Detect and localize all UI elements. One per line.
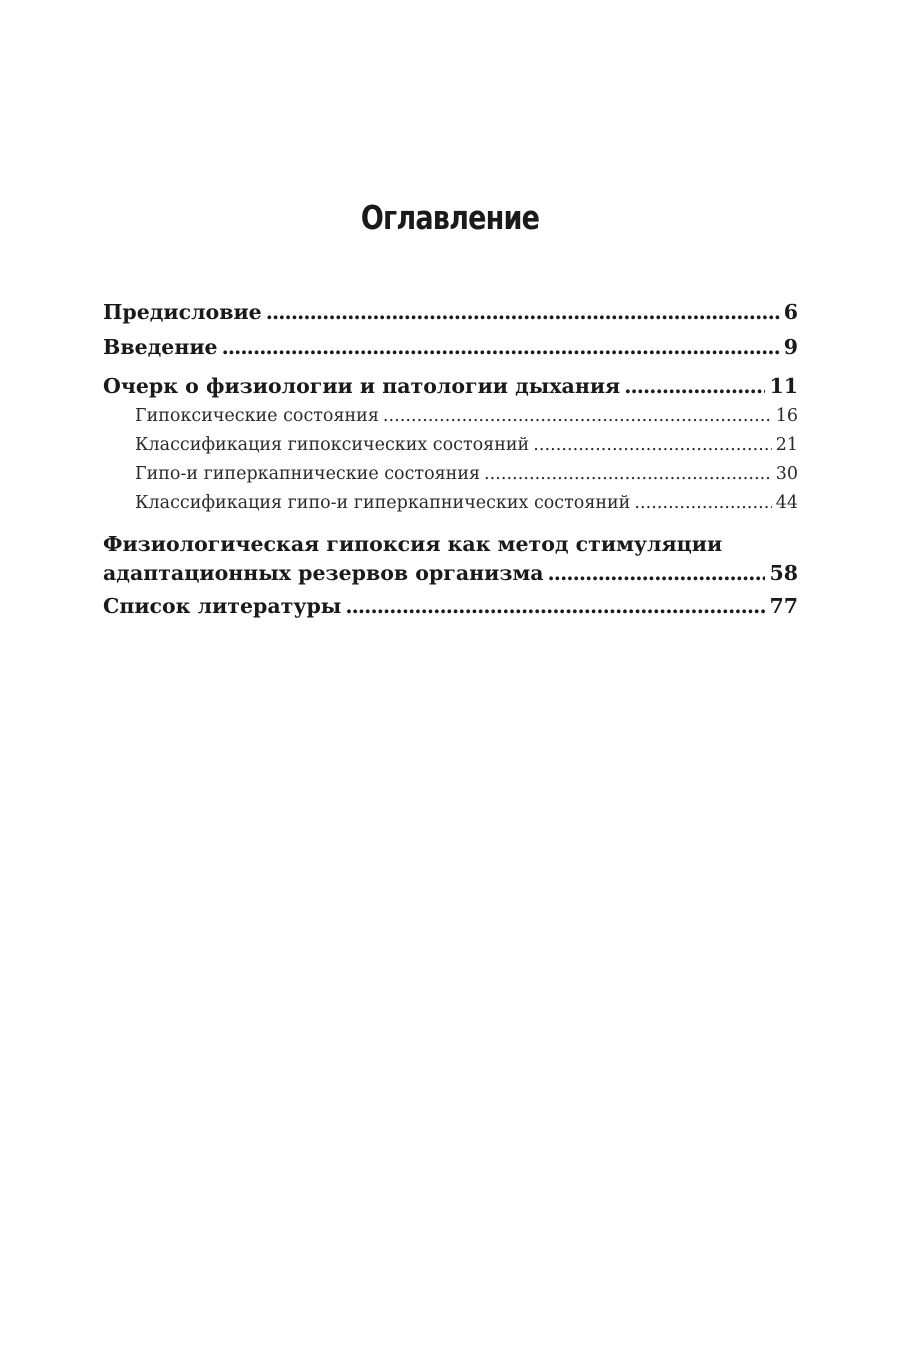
- toc-entry-label: Введение: [103, 335, 218, 359]
- dot-leader: [266, 300, 780, 324]
- toc-page-number: 44: [775, 493, 798, 513]
- toc-subentry-hypoxic-states[interactable]: [135, 406, 798, 426]
- dot-leader: [533, 435, 772, 455]
- toc-page-number: 30: [775, 464, 798, 484]
- dot-leader: [548, 561, 766, 585]
- toc-subentry-hypercapnic-classification[interactable]: [135, 493, 798, 513]
- toc-entry-label: Предисловие: [103, 300, 262, 324]
- toc-entry-introduction[interactable]: [103, 335, 798, 359]
- toc-page-number: 11: [769, 374, 798, 398]
- toc-entry-respiration-essay[interactable]: [103, 374, 798, 398]
- toc-subentry-label: Гипоксические состояния: [135, 406, 379, 426]
- toc-page-number: 21: [775, 435, 798, 455]
- dot-leader: [383, 406, 772, 426]
- toc-entry-physiological-hypoxia[interactable]: [103, 561, 798, 585]
- dot-leader: [345, 594, 765, 618]
- dot-leader: [222, 335, 780, 359]
- toc-subentry-label: Классификация гипо-и гиперкапнических состояний: [135, 493, 631, 513]
- toc-page-number: 6: [783, 300, 798, 324]
- toc-subentry-hypoxic-classification[interactable]: [135, 435, 798, 455]
- toc-subentry-label: Классификация гипоксических состояний: [135, 435, 530, 455]
- toc-subentry-hypercapnic-states[interactable]: [135, 464, 798, 484]
- toc-entry-label: адаптационных резервов организма: [103, 561, 544, 585]
- page-title: Оглавление: [360, 198, 540, 237]
- toc-entry-physiological-hypoxia-line1[interactable]: Физиологическая гипоксия как метод стимуляции: [103, 532, 723, 556]
- dot-leader: [634, 493, 771, 513]
- dot-leader: [484, 464, 772, 484]
- dot-leader: [624, 374, 765, 398]
- toc-page-number: 16: [775, 406, 798, 426]
- toc-page-number: 9: [783, 335, 798, 359]
- toc-page-number: 77: [769, 594, 798, 618]
- toc-entry-label: Очерк о физиологии и патологии дыхания: [103, 374, 621, 398]
- toc-page-number: 58: [769, 561, 798, 585]
- toc-entry-label: Список литературы: [103, 594, 342, 618]
- toc-subentry-label: Гипо-и гиперкапнические состояния: [135, 464, 481, 484]
- toc-entry-references[interactable]: [103, 594, 798, 618]
- toc-entry-preface[interactable]: [103, 300, 798, 324]
